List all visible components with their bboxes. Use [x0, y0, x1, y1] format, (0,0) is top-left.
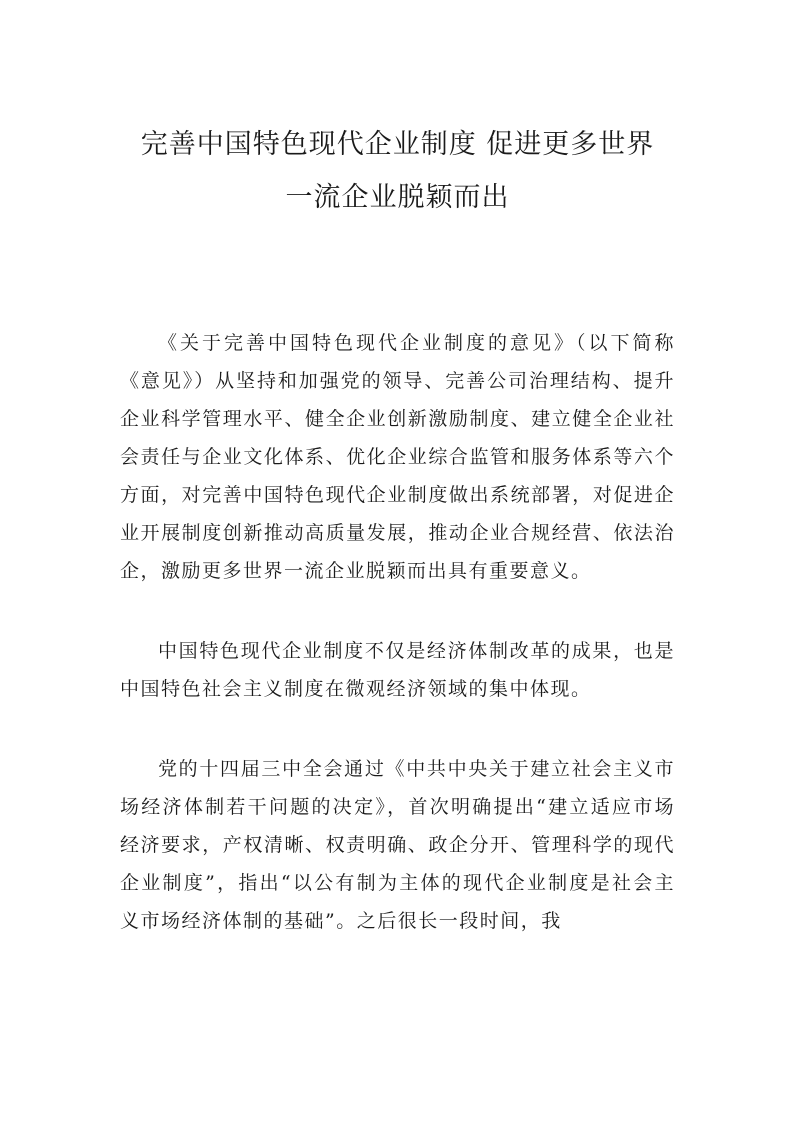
title-line-2: 一流企业脱颖而出: [285, 182, 510, 213]
document-title: [120, 118, 675, 224]
title-line-1: 完善中国特色现代企业制度 促进更多世界: [140, 129, 655, 160]
paragraph-3: 党的十四届三中全会通过《中共中央关于建立社会主义市场经济体制若干问题的决定》，首次明确提出“建立适应市场经济要求，产权清晰、权责明确、政企分开、管理科学的现代企业制度”，指出“以公有制为主体的现代企业制度是社会主义市场经济体制的基础”。之后很长一段时间，我: [120, 758, 675, 932]
paragraph-1: 《关于完善中国特色现代企业制度的意见》（以下简称《意见》）从坚持和加强党的领导、完善公司治理结构、提升企业科学管理水平、健全企业创新激励制度、建立健全企业社会责任与企业文化体系、优化企业综合监管和服务体系等六个方面，对完善中国特色现代企业制度做出系统部署，对促进企业开展制度创新推动高质量发展，推动企业合规经营、依法治企，激励更多世界一流企业脱颖而出具有重要意义。: [120, 332, 675, 582]
document-body: [120, 324, 675, 982]
paragraph-2: 中国特色现代企业制度不仅是经济体制改革的成果，也是中国特色社会主义制度在微观经济领域的集中体现。: [120, 640, 675, 700]
